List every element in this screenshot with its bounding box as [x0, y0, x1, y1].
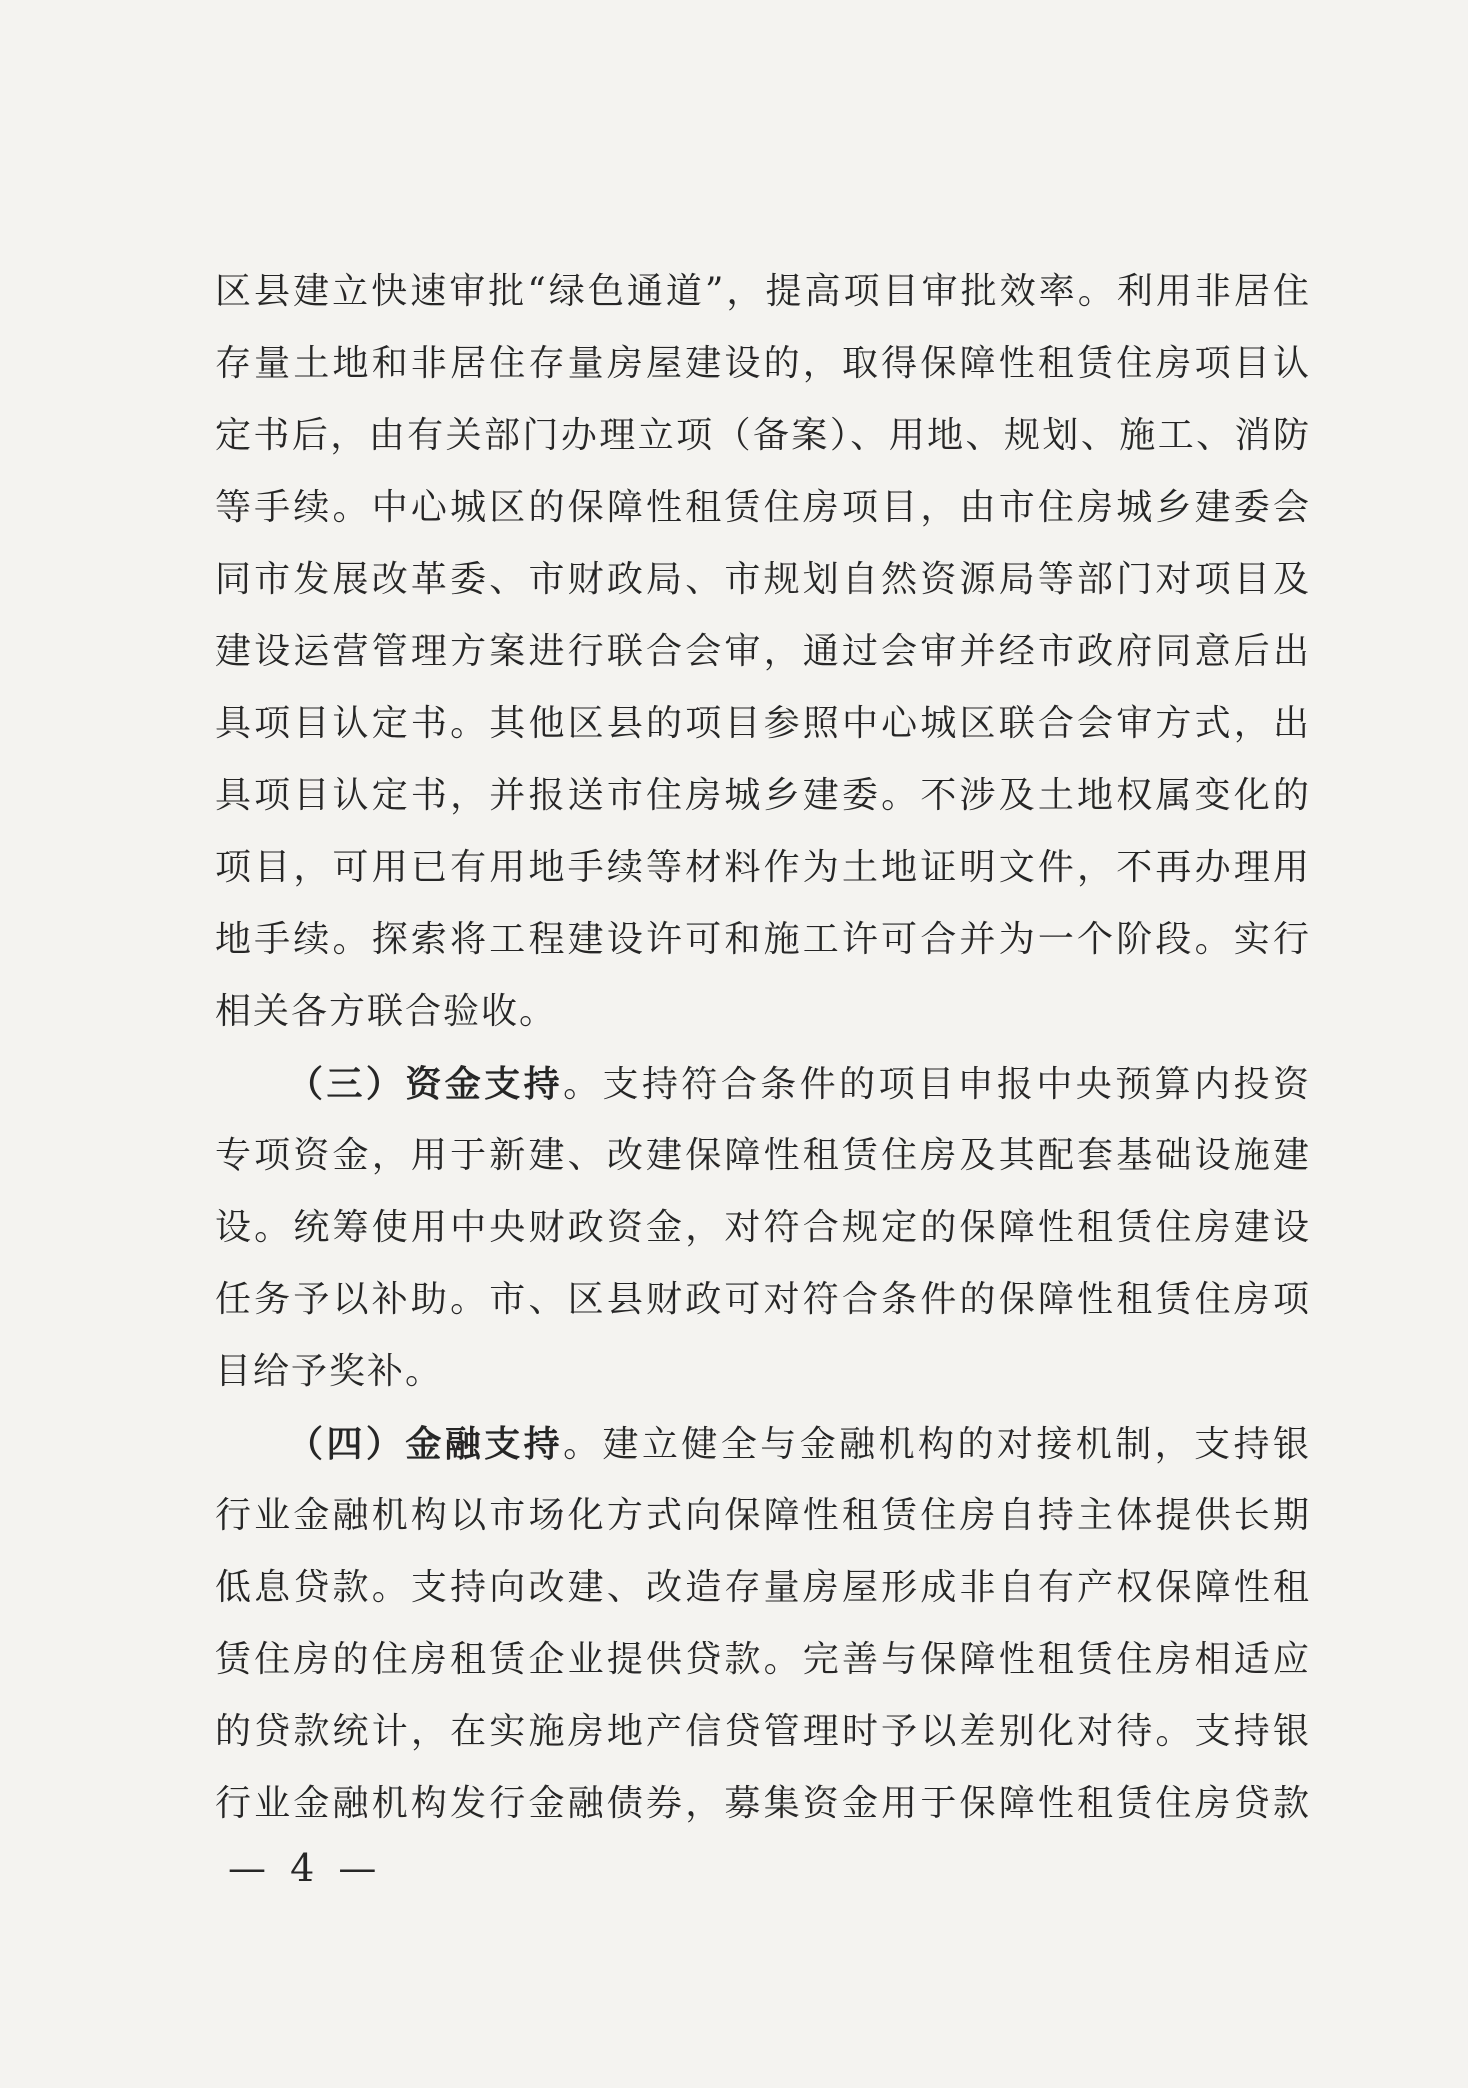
section-4-first-line-text: 。建立健全与金融机构的对接机制，支持银: [563, 1424, 1311, 1465]
text-line: 区县建立快速审批“绿色通道”，提高项目审批效率。利用非居住: [215, 271, 1311, 312]
text-line: 相关各方联合验收。: [215, 991, 558, 1032]
section-3-first-line: [215, 1048, 1311, 1120]
text-line: 低息贷款。支持向改建、改造存量房屋形成非自有产权保障性租: [215, 1567, 1311, 1608]
text-line: 地手续。探索将工程建设许可和施工许可合并为一个阶段。实行: [215, 919, 1311, 960]
text-line: 行业金融机构以市场化方式向保障性租赁住房自持主体提供长期: [215, 1495, 1311, 1536]
text-line: 同市发展改革委、市财政局、市规划自然资源局等部门对项目及: [215, 559, 1311, 600]
text-line: 等手续。中心城区的保障性租赁住房项目，由市住房城乡建委会: [215, 487, 1311, 528]
section-4-heading: （四）金融支持: [287, 1423, 564, 1465]
text-line: 建设运营管理方案进行联合会审，通过会审并经市政府同意后出: [215, 631, 1311, 672]
text-line: 行业金融机构发行金融债券，募集资金用于保障性租赁住房贷款: [215, 1783, 1311, 1824]
text-line: 赁住房的住房租赁企业提供贷款。完善与保障性租赁住房相适应: [215, 1639, 1311, 1680]
text-line: 存量土地和非居住存量房屋建设的，取得保障性租赁住房项目认: [215, 343, 1311, 384]
section-4-first-line: [215, 1408, 1311, 1480]
page-number: — 4 —: [228, 1846, 383, 1890]
text-line: 定书后，由有关部门办理立项（备案）、用地、规划、施工、消防: [215, 415, 1311, 456]
section-3-first-line-text: 。支持符合条件的项目申报中央预算内投资: [563, 1064, 1311, 1105]
text-line: 具项目认定书，并报送市住房城乡建委。不涉及土地权属变化的: [215, 775, 1311, 816]
section-3-heading: （三）资金支持: [287, 1063, 564, 1105]
text-line: 任务予以补助。市、区县财政可对符合条件的保障性租赁住房项: [215, 1279, 1311, 1320]
text-line: 具项目认定书。其他区县的项目参照中心城区联合会审方式，出: [215, 703, 1311, 744]
text-line: 项目，可用已有用地手续等材料作为土地证明文件，不再办理用: [215, 847, 1311, 888]
text-line: 设。统筹使用中央财政资金，对符合规定的保障性租赁住房建设: [215, 1207, 1311, 1248]
document-body: [215, 256, 1311, 1840]
text-line: 目给予奖补。: [215, 1351, 444, 1392]
text-line: 的贷款统计，在实施房地产信贷管理时予以差别化对待。支持银: [215, 1711, 1311, 1752]
text-line: 专项资金，用于新建、改建保障性租赁住房及其配套基础设施建: [215, 1135, 1311, 1176]
